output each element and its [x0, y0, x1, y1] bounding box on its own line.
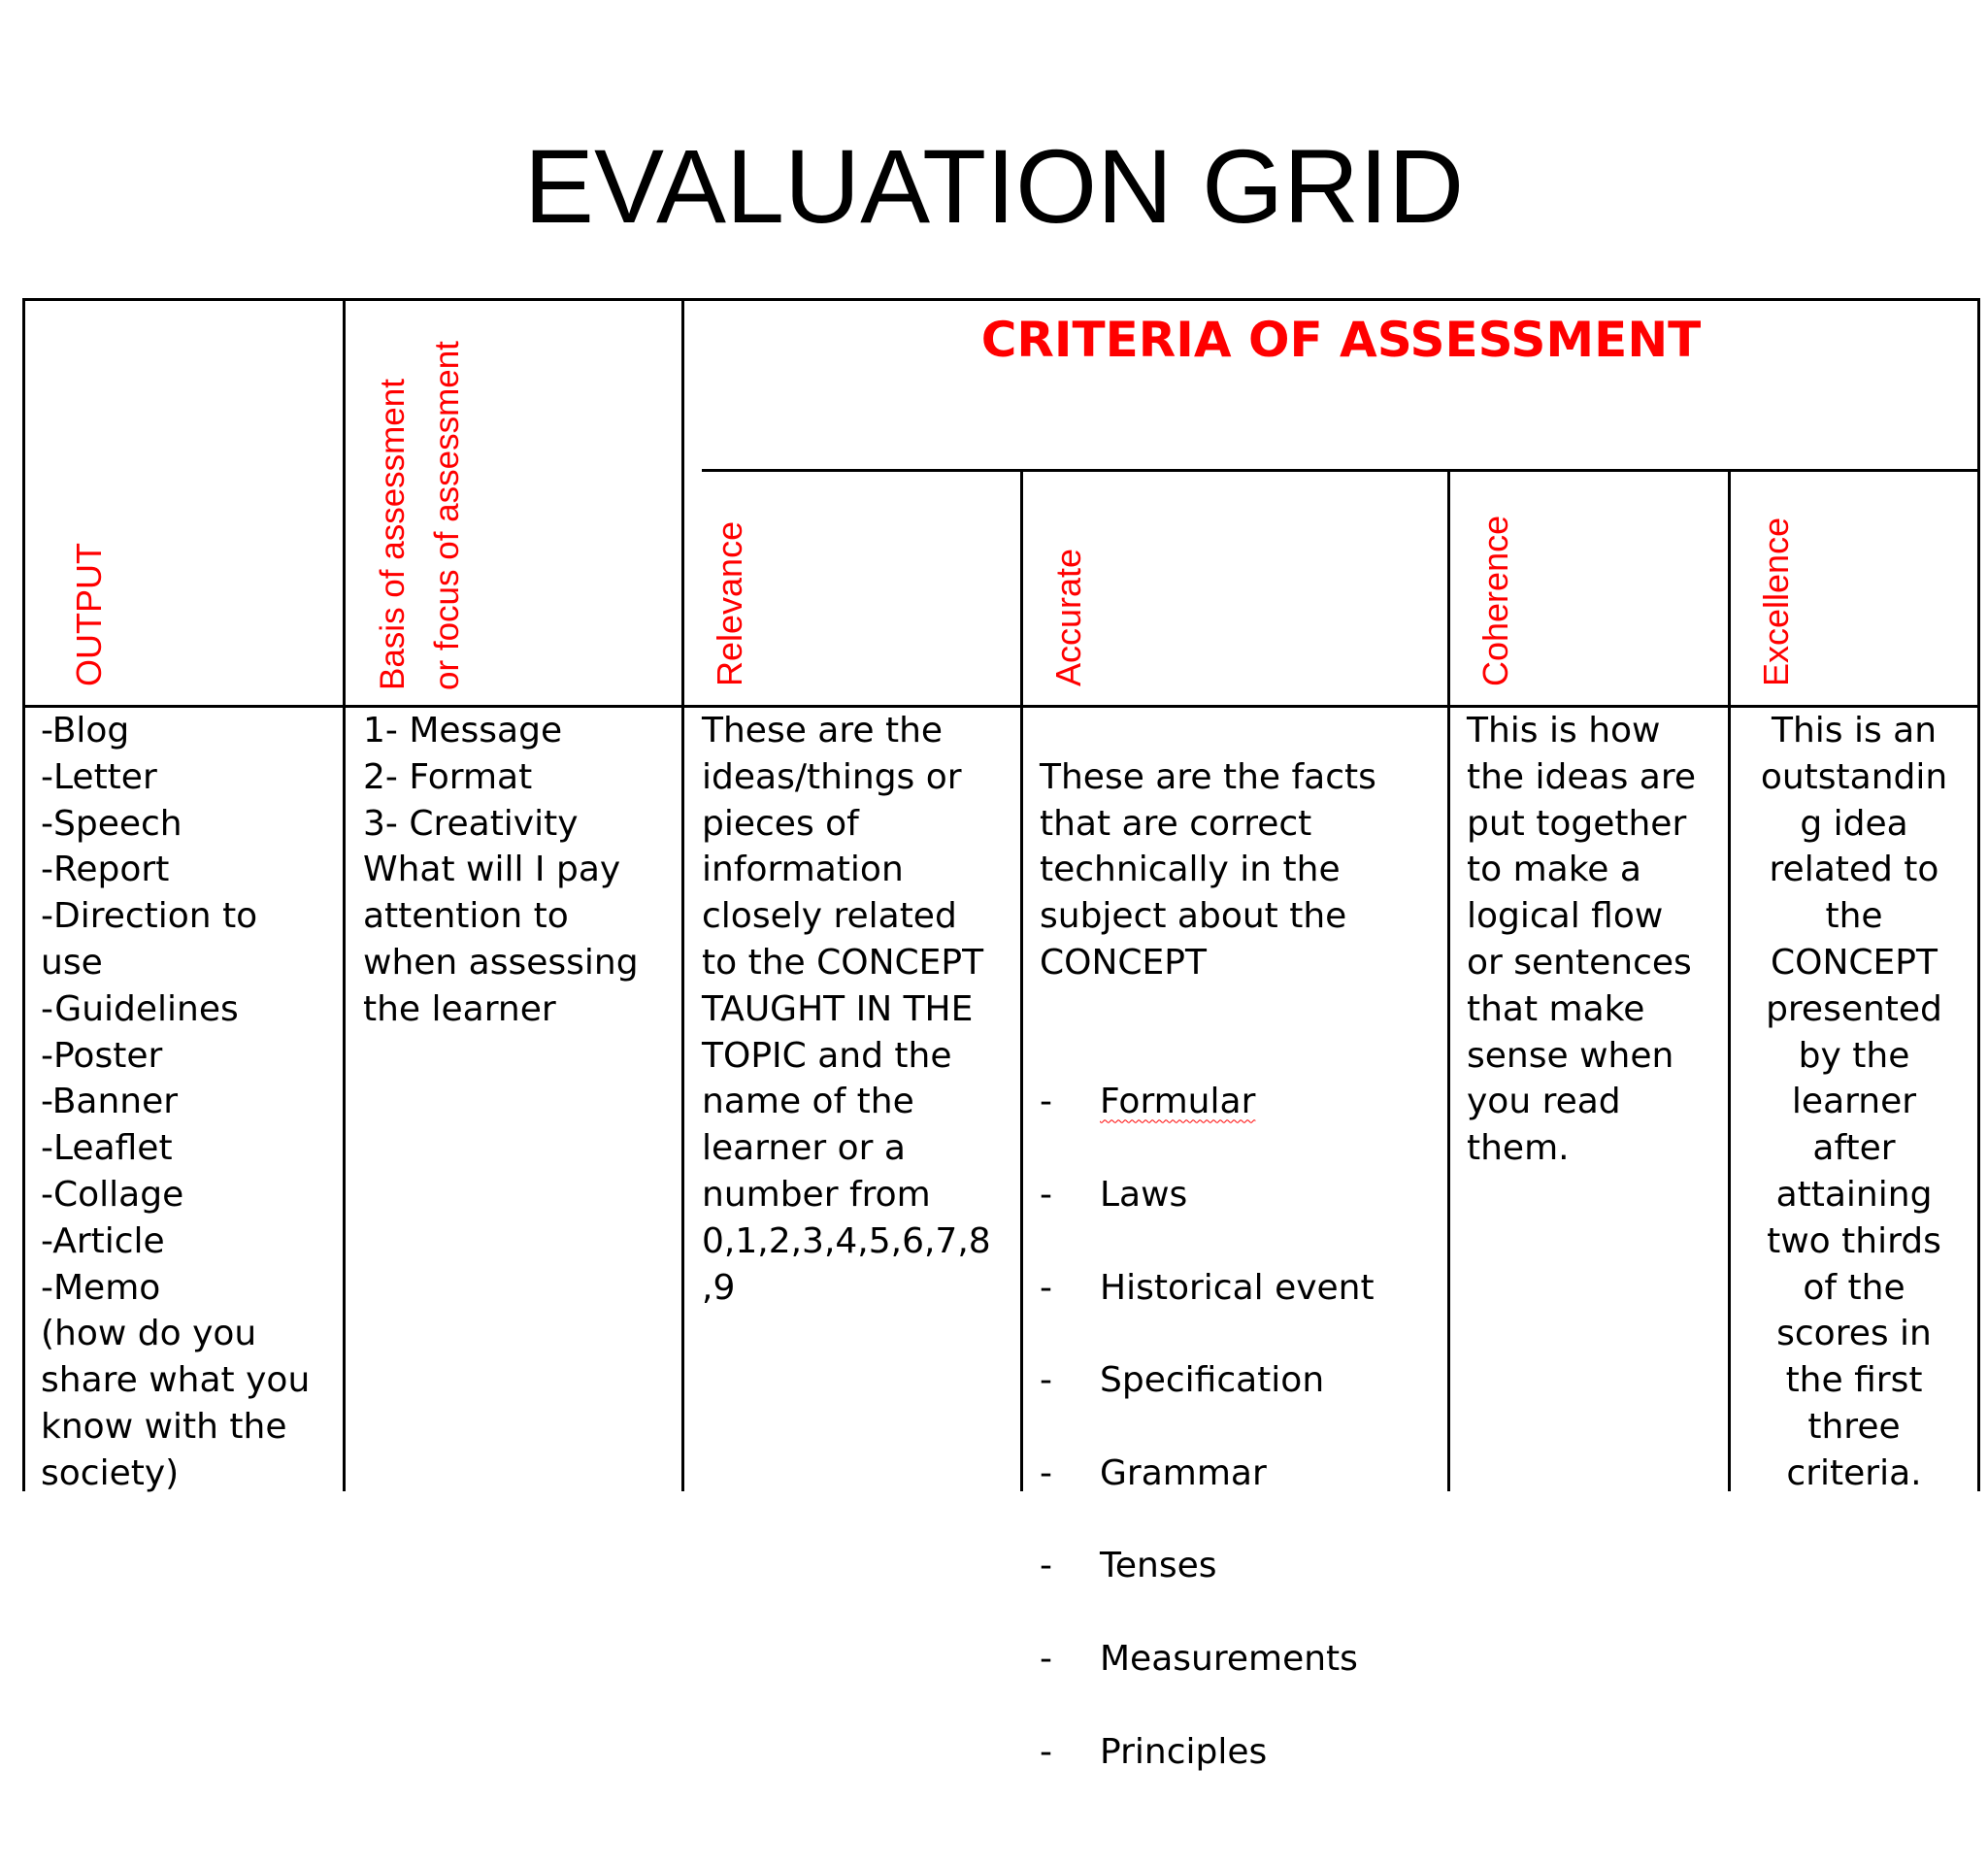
accurate-column-header: Accurate — [1048, 548, 1088, 686]
column-divider-4 — [1447, 469, 1450, 1491]
output-cell: -Blog -Letter -Speech -Report -Direction to use -Guidelines -Poster -Banner -Leaflet -Collage -Article -Memo (how do you share what you know with the society) — [41, 711, 311, 1493]
basis-column-header: Basis of assessment or focus of assessment — [374, 341, 466, 690]
accurate-list — [1040, 1033, 1442, 1822]
table-border-left — [22, 298, 25, 1491]
coherence-column-header: Coherence — [1475, 515, 1515, 686]
excellence-cell: This is an outstandin g idea related to the CONCEPT presented by the learner after attaining two thirds of the scores in the first three criteria. — [1760, 711, 1948, 1493]
criteria-of-assessment-header: CRITERIA OF ASSESSMENT — [980, 312, 1702, 368]
evaluation-grid-table — [22, 298, 1980, 1772]
list-item: - Specification — [1040, 1360, 1325, 1401]
list-item: - Principles — [1040, 1731, 1268, 1772]
list-item: - Historical event — [1040, 1267, 1375, 1308]
column-divider-1 — [343, 298, 346, 1491]
list-item: - Measurements — [1040, 1638, 1358, 1679]
column-divider-2 — [681, 298, 684, 1491]
relevance-column-header: Relevance — [710, 520, 749, 686]
output-column-header: OUTPUT — [69, 543, 109, 686]
basis-cell: 1- Message 2- Format 3- Creativity What will I pay attention to when assessing the learner — [363, 711, 639, 1029]
page-title: EVALUATION GRID — [523, 127, 1465, 245]
list-item: - Grammar — [1040, 1452, 1267, 1493]
accurate-intro: These are the facts that are correct technically in the subject about the CONCEPT — [1040, 756, 1376, 983]
list-item: - Formular — [1040, 1082, 1256, 1122]
coherence-cell: This is how the ideas are put together to make a logical flow or sentences that make sense when you read them. — [1467, 711, 1697, 1169]
table-border-right — [1977, 298, 1980, 1491]
excellence-column-header: Excellence — [1756, 517, 1796, 686]
list-item: - Laws — [1040, 1174, 1188, 1215]
relevance-cell: These are the ideas/things or pieces of information closely related to the CONCEPT TAUGHT IN THE TOPIC and the name of the learner or a number from 0,1,2,3,4,5,6,7,8 ,9 — [702, 711, 991, 1308]
list-item: - Tenses — [1040, 1546, 1217, 1586]
column-divider-3 — [1020, 469, 1023, 1491]
accurate-cell — [1040, 708, 1442, 1868]
